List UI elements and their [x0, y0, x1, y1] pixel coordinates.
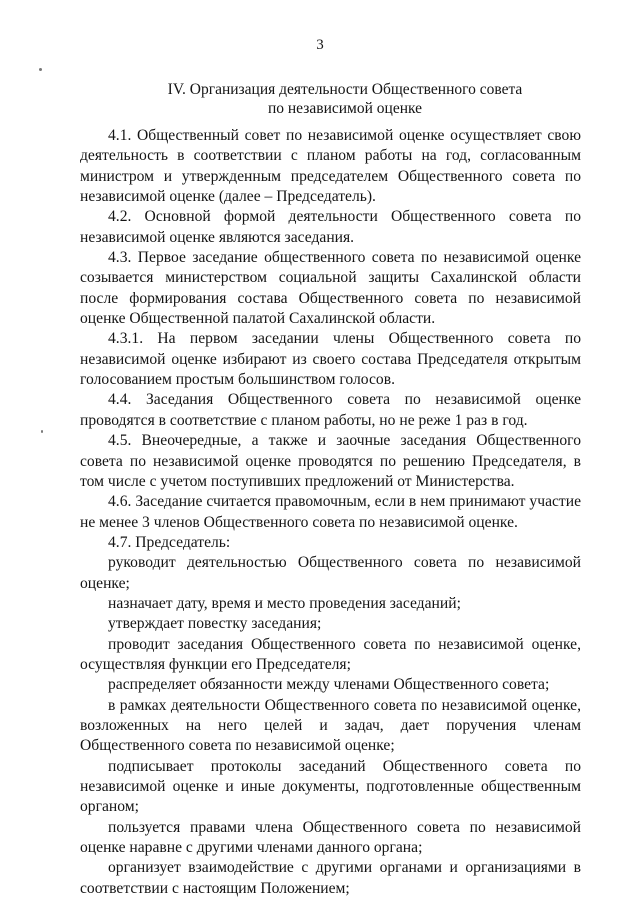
section-title-line-2: по независимой оценке [267, 100, 423, 117]
scan-speck [41, 430, 43, 433]
chair-duty-item: распределяет обязанности между членами Общественного совета; [108, 676, 550, 694]
chair-duty-item: руководит деятельностью Общественного совета по независимой оценке; [80, 554, 581, 592]
chair-duty-item: назначает дату, время и место проведения заседаний; [108, 594, 461, 612]
paragraph-4-1: 4.1. Общественный совет по независимой оценке осуществляет свою деятельность в соответствии с планом работы на год, согласованным министром и утвержденным председателем Общественного совета по независимой оценке (далее – Председатель). [80, 127, 581, 206]
document-body [80, 126, 581, 899]
chair-duty-item: подписывает протоколы заседаний Общественного совета по независимой оценке и иные документы, подготовленные общественным органом; [80, 757, 581, 816]
section-title-line-1: IV. Организация деятельности Общественного совета [167, 81, 523, 98]
paragraph-4-4: 4.4. Заседания Общественного совета по независимой оценке проводятся в соответствие с планом работы, но не реже 1 раз в год. [80, 391, 581, 429]
paragraph-4-3-1: 4.3.1. На первом заседании члены Общественного совета по независимой оценке избирают из своего состава Председателя открытым голосованием простым большинством голосов. [80, 330, 581, 389]
chair-duty-item: в рамках деятельности Общественного совета по независимой оценке, возложенных на него целей и задач, дает поручения членам Общественного совета по независимой оценке; [80, 696, 581, 755]
chair-duty-item: проводит заседания Общественного совета по независимой оценке, осуществляя функции его Председателя; [80, 635, 581, 673]
paragraph-4-7: 4.7. Председатель: [108, 533, 231, 551]
chair-duty-item: пользуется правами члена Общественного совета по независимой оценке наравне с другими членами данного органа; [80, 818, 581, 857]
paragraph-4-3: 4.3. Первое заседание общественного совета по независимой оценке созывается министерством социальной защиты Сахалинской области после формирования состава Общественного совета по независимой оценке Общественной палатой Сахалинской области. [80, 249, 581, 328]
scan-speck [39, 68, 42, 71]
page-number: 3 [316, 37, 324, 53]
chair-duty-item: утверждает повестку заседания; [108, 615, 322, 633]
section-title [80, 80, 610, 118]
chair-duty-item: организует взаимодействие с другими органами и организациями в соответствии с настоящим Положением; [80, 859, 581, 897]
paragraph-4-2: 4.2. Основной формой деятельности Общественного совета по независимой оценке являются заседания. [80, 208, 581, 246]
paragraph-4-5: 4.5. Внеочередные, а также и заочные заседания Общественного совета по независимой оценке проводятся по решению Председателя, в том числе с учетом поступивших предложений от Министерства. [80, 432, 581, 490]
paragraph-4-6: 4.6. Заседание считается правомочным, если в нем принимают участие не менее 3 членов Общественного совета по независимой оценке. [80, 493, 581, 531]
